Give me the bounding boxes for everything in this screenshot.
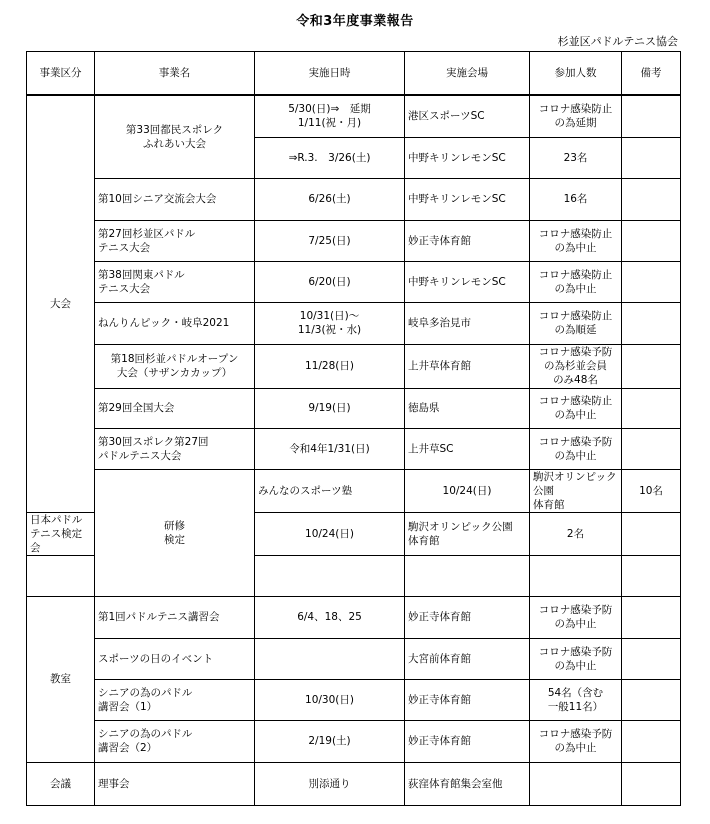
report-table (26, 51, 681, 806)
category-taikai: 大会 (27, 95, 95, 512)
category-kaigi: 会議 (27, 762, 95, 805)
event-participants: コロナ感染防止 の為中止 (530, 220, 622, 261)
event-participants: 2名 (530, 512, 622, 555)
event-venue: 妙正寺体育館 (405, 679, 530, 720)
event-venue: 妙正寺体育館 (405, 220, 530, 261)
header-venue: 実施会場 (405, 52, 530, 96)
event-date: ⇒R.3. 3/26(土) (255, 137, 405, 178)
event-date: 10/24(日) (405, 469, 530, 512)
event-venue: 中野キリンレモンSC (405, 178, 530, 220)
event-participants: 54名（含む 一般11名） (530, 679, 622, 720)
event-venue: 上井草体育館 (405, 344, 530, 388)
event-date: 別添通り (255, 762, 405, 805)
event-venue: 妙正寺体育館 (405, 720, 530, 762)
event-name: ねんりんピック・岐阜2021 (95, 302, 255, 344)
event-name: 第30回スポレク第27回 パドルテニス大会 (95, 428, 255, 469)
event-name (27, 555, 95, 596)
event-name: 第1回パドルテニス講習会 (95, 596, 255, 638)
event-date: 7/25(日) (255, 220, 405, 261)
event-venue: 駒沢オリンピック公園 体育館 (530, 469, 622, 512)
event-remarks (622, 178, 681, 220)
event-venue (405, 555, 530, 596)
event-remarks (622, 762, 681, 805)
event-participants: コロナ感染予防 の為中止 (530, 638, 622, 679)
table-row (27, 638, 681, 679)
event-participants: 23名 (530, 137, 622, 178)
event-name: 日本パドルテニス検定会 (27, 512, 95, 555)
event-participants: コロナ感染防止 の為中止 (530, 261, 622, 302)
event-venue: 大宮前体育館 (405, 638, 530, 679)
event-participants: コロナ感染予防 の為中止 (530, 720, 622, 762)
event-venue: 妙正寺体育館 (405, 596, 530, 638)
event-venue: 徳島県 (405, 388, 530, 428)
event-participants: コロナ感染予防 の為杉並会員 のみ48名 (530, 344, 622, 388)
table-row (27, 469, 681, 512)
header-category: 事業区分 (27, 52, 95, 96)
category-kyoshitsu: 教室 (27, 596, 95, 762)
event-name: 第10回シニア交流会大会 (95, 178, 255, 220)
event-venue: 駒沢オリンピック公園 体育館 (405, 512, 530, 555)
table-row (27, 388, 681, 428)
header-date: 実施日時 (255, 52, 405, 96)
event-date (255, 638, 405, 679)
event-name: 第29回全国大会 (95, 388, 255, 428)
event-date: 6/26(土) (255, 178, 405, 220)
event-date (255, 555, 405, 596)
event-name: シニアの為のパドル 講習会（2） (95, 720, 255, 762)
event-participants: コロナ感染防止 の為延期 (530, 95, 622, 137)
event-participants: 16名 (530, 178, 622, 220)
event-remarks (622, 512, 681, 555)
event-participants: コロナ感染防止 の為順延 (530, 302, 622, 344)
header-row (27, 52, 681, 96)
event-name: シニアの為のパドル 講習会（1） (95, 679, 255, 720)
event-date: 令和4年1/31(日) (255, 428, 405, 469)
event-remarks (622, 596, 681, 638)
event-name: 第33回都民スポレク ふれあい大会 (95, 95, 255, 178)
table-row (27, 344, 681, 388)
event-remarks (622, 720, 681, 762)
event-name: 第27回杉並区パドル テニス大会 (95, 220, 255, 261)
event-remarks (622, 302, 681, 344)
page-title: 令和3年度事業報告 (296, 14, 414, 29)
table-row (27, 596, 681, 638)
table-row (27, 178, 681, 220)
event-name: 理事会 (95, 762, 255, 805)
event-remarks (622, 95, 681, 137)
event-remarks (622, 261, 681, 302)
header-remarks: 備考 (622, 52, 681, 96)
event-remarks (622, 388, 681, 428)
table-row (27, 261, 681, 302)
table-row (27, 220, 681, 261)
event-name: 第38回関東パドル テニス大会 (95, 261, 255, 302)
event-venue: 上井草SC (405, 428, 530, 469)
header-name: 事業名 (95, 52, 255, 96)
event-remarks (622, 344, 681, 388)
event-date: 6/4、18、25 (255, 596, 405, 638)
event-venue: 港区スポーツSC (405, 95, 530, 137)
event-date: 10/31(日)～ 11/3(祝・水) (255, 302, 405, 344)
table-row (27, 762, 681, 805)
event-date: 10/30(日) (255, 679, 405, 720)
event-date: 9/19(日) (255, 388, 405, 428)
event-remarks (622, 638, 681, 679)
table-row (27, 95, 681, 137)
event-participants (530, 555, 622, 596)
event-name: スポーツの日のイベント (95, 638, 255, 679)
header-participants: 参加人数 (530, 52, 622, 96)
table-row (27, 679, 681, 720)
event-participants: コロナ感染防止 の為中止 (530, 388, 622, 428)
event-venue: 荻窪体育館集会室他 (405, 762, 530, 805)
event-name: 第18回杉並パドルオープン 大会（サザンカカップ） (95, 344, 255, 388)
event-participants: コロナ感染予防 の為中止 (530, 596, 622, 638)
event-venue: 中野キリンレモンSC (405, 261, 530, 302)
organization-name: 杉並区パドルテニス協会 (557, 35, 678, 48)
event-participants (530, 762, 622, 805)
event-venue: 岐阜多治見市 (405, 302, 530, 344)
event-remarks (622, 428, 681, 469)
event-date: 6/20(日) (255, 261, 405, 302)
event-remarks (622, 137, 681, 178)
event-date: 11/28(日) (255, 344, 405, 388)
table-row (27, 428, 681, 469)
table-row (27, 720, 681, 762)
event-remarks (622, 220, 681, 261)
event-venue: 中野キリンレモンSC (405, 137, 530, 178)
event-participants: コロナ感染予防 の為中止 (530, 428, 622, 469)
event-participants: 10名 (622, 469, 681, 512)
event-name: みんなのスポーツ塾 (255, 469, 405, 512)
event-date: 2/19(土) (255, 720, 405, 762)
table-row (27, 302, 681, 344)
event-remarks (622, 555, 681, 596)
event-date: 10/24(日) (255, 512, 405, 555)
event-remarks (622, 679, 681, 720)
event-date: 5/30(日)⇒ 延期 1/11(祝・月) (255, 95, 405, 137)
category-kenshu: 研修 検定 (95, 469, 255, 596)
